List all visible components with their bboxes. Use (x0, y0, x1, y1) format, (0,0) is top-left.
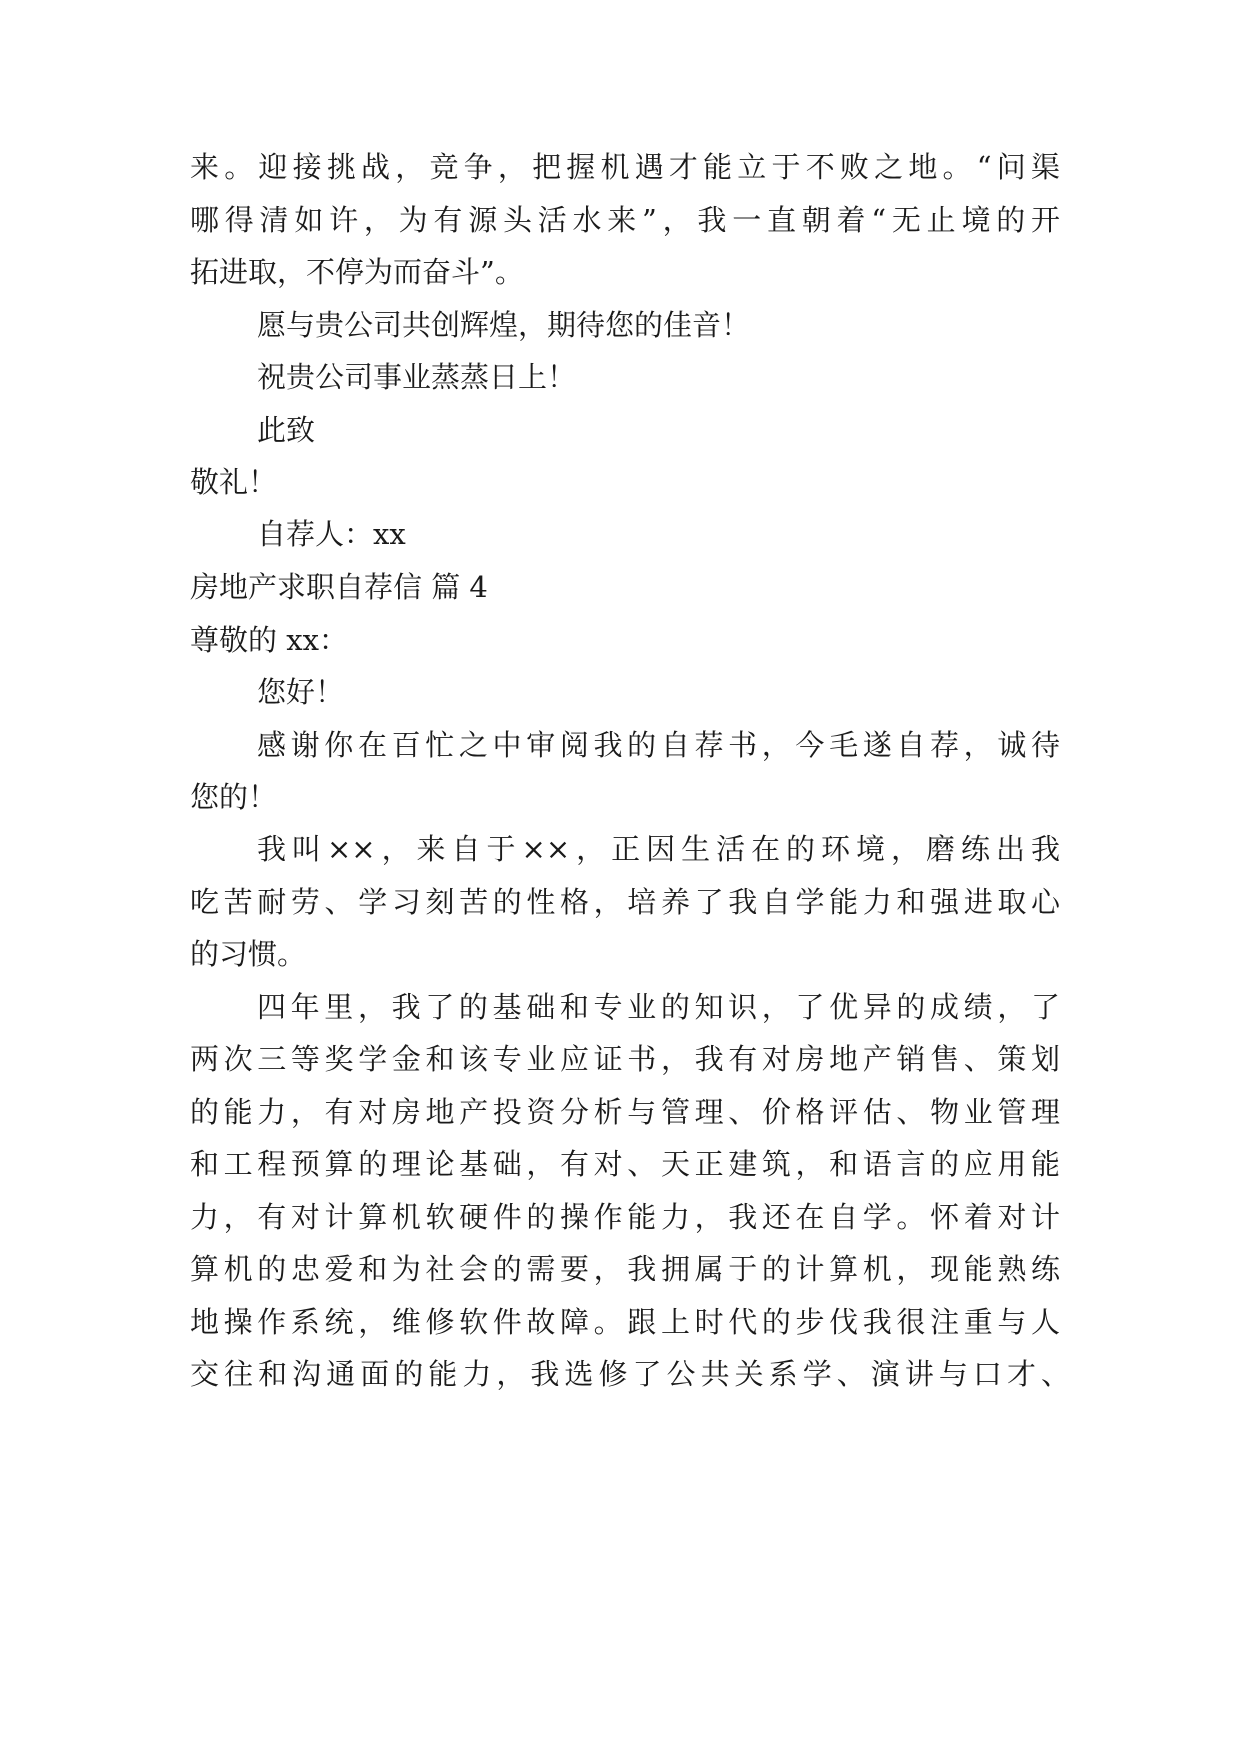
text-line: 来。迎接挑战，竞争，把握机遇才能立于不败之地。“问渠 (190, 150, 1060, 184)
text-line: 和工程预算的理论基础，有对、天正建筑，和语言的应用能 (190, 1147, 1060, 1181)
greeting: 尊敬的 xx： (190, 623, 348, 657)
signature: 自荐人：xx (257, 517, 406, 551)
text-line: 哪得清如许，为有源头活水来”，我一直朝着“无止境的开 (190, 203, 1060, 237)
text-line: 地操作系统，维修软件故障。跟上时代的步伐我很注重与人 (190, 1305, 1060, 1339)
text-line: 拓进取，不停为而奋斗”。 (190, 255, 524, 289)
text-line: 算机的忠爱和为社会的需要，我拥属于的计算机，现能熟练 (190, 1252, 1060, 1286)
text-line: 祝贵公司事业蒸蒸日上！ (257, 360, 577, 394)
text-line: 力，有对计算机软硬件的操作能力，我还在自学。怀着对计 (190, 1200, 1060, 1234)
text-line: 我叫××，来自于××，正因生活在的环境，磨练出我 (257, 832, 1060, 866)
closing-phrase: 此致 (257, 413, 316, 447)
text-line: 您好！ (257, 675, 345, 709)
section-heading: 房地产求职自荐信 篇 4 (190, 570, 488, 604)
text-line: 吃苦耐劳、学习刻苦的性格，培养了我自学能力和强进取心 (190, 885, 1060, 919)
salutation: 敬礼！ (190, 465, 278, 499)
text-line: 愿与贵公司共创辉煌，期待您的佳音！ (257, 308, 751, 342)
text-line: 您的！ (190, 780, 278, 814)
text-line: 两次三等奖学金和该专业应证书，我有对房地产销售、策划 (190, 1042, 1060, 1076)
text-line: 交往和沟通面的能力，我选修了公共关系学、演讲与口才、 (190, 1357, 1070, 1391)
text-line: 的能力，有对房地产投资分析与管理、价格评估、物业管理 (190, 1095, 1060, 1129)
text-line: 的习惯。 (190, 937, 307, 971)
text-line: 感谢你在百忙之中审阅我的自荐书，今毛遂自荐，诚待 (257, 728, 1060, 762)
text-line: 四年里，我了的基础和专业的知识，了优异的成绩，了 (257, 990, 1060, 1024)
